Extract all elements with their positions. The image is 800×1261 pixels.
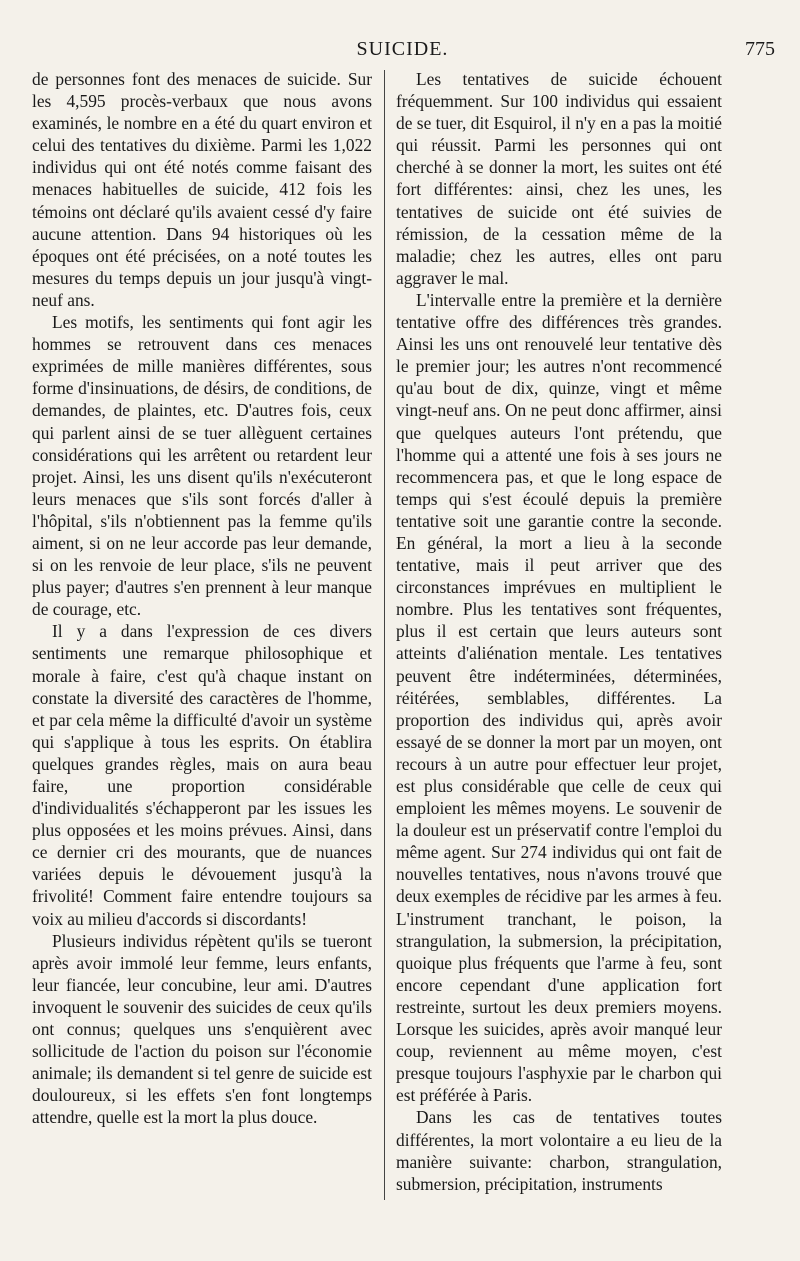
running-title: SUICIDE. xyxy=(356,38,449,60)
left-column xyxy=(32,68,372,1129)
paragraph: L'intervalle entre la première et la dernière tentative offre des différences très grandes. Ainsi les uns ont renouvelé leur tentative dès le premier jour; les autres n'ont recommencé qu'au bout de dix, quinze, vingt et même vingt-neuf ans. On ne peut donc affirmer, ainsi que quelques auteurs l'ont prétendu, que l'homme qui a attenté une fois à ses jours ne recommencera pas, et que le long espace de temps qui s'est écoulé depuis la première tentative soit une garantie contre la seconde. En général, la mort a lieu à la seconde tentative, mais il peut arriver que des circonstances imprévues en multiplient le nombre. Plus les tentatives sont fréquentes, plus il est certain que leurs auteurs sont atteints d'aliénation mentale. Les tentatives peuvent être indéterminées, déterminées, réitérées, semblables, différentes. La proportion des individus qui, après avoir essayé de se donner la mort par un moyen, ont recours à un autre pour effectuer leur projet, est plus considérable que celle de ceux qui emploient les mêmes moyens. Le souvenir de la douleur est un préservatif contre l'emploi du même agent. Sur 274 individus qui ont fait de nouvelles tentatives, nous n'avons trouvé que deux exemples de récidive par les armes à feu. L'instrument tranchant, le poison, la strangulation, la submersion, la précipitation, quoique plus fréquents que l'arme à feu, sont encore cependant d'une application fort restreinte, surtout les deux premiers moyens. Lorsque les suicides, après avoir manqué leur coup, reviennent au même moyen, c'est presque toujours l'asphyxie par le charbon qui est préférée à Paris. xyxy=(396,289,722,1106)
paragraph: de personnes font des menaces de suicide. Sur les 4,595 procès-verbaux que nous avons examinés, le nombre en a été du quart environ et celui des tentatives du dixième. Parmi les 1,022 individus qui ont été notés comme faisant des menaces habituelles de suicide, 412 fois les témoins ont déclaré qu'ils avaient cessé d'y faire aucune attention. Dans 94 historiques où les époques ont été précisées, on a noté toutes les mesures du temps depuis un jour jusqu'à vingt-neuf ans. xyxy=(32,69,372,310)
paragraph: Dans les cas de tentatives toutes différentes, la mort volontaire a eu lieu de la manière suivante: charbon, strangulation, submersion, précipitation, instruments xyxy=(396,1107,722,1194)
page-number: 775 xyxy=(745,38,775,60)
page-header xyxy=(30,36,775,66)
right-column xyxy=(396,68,722,1195)
paragraph: Plusieurs individus répètent qu'ils se tueront après avoir immolé leur femme, leurs enfants, leur fiancée, leur concubine, leur ami. D'autres invoquent le souvenir des suicides de ceux qu'ils ont connus; quelques uns s'enquièrent avec sollicitude de l'action du poison sur l'économie animale; ils demandent si tel genre de suicide est douloureux, si les effets s'en font longtemps attendre, quelle est la mort la plus douce. xyxy=(32,930,372,1128)
paragraph: Les tentatives de suicide échouent fréquemment. Sur 100 individus qui essaient de se tuer, dit Esquirol, il n'y en a pas la moitié qui réussit. Parmi les personnes qui ont cherché à se donner la mort, les suites ont été fort différentes: ainsi, chez les unes, les tentatives de suicide ont été suivies de rémission, de la cessation même de la maladie; chez les autres, elles ont paru aggraver le mal. xyxy=(396,69,722,288)
column-divider xyxy=(384,70,385,1200)
paragraph: Les motifs, les sentiments qui font agir les hommes se retrouvent dans ces menaces exprimées de mille manières différentes, sous forme d'insinuations, de désirs, de conditions, de demandes, de plaintes, etc. D'autres fois, ceux qui parlent ainsi de se tuer allèguent certaines considérations qui les arrêtent ou retardent leur projet. Ainsi, les uns disent qu'ils n'exécuteront leurs menaces que s'ils sont forcés d'aller à l'hôpital, s'ils n'obtiennent pas la femme qu'ils aiment, si on ne leur accorde pas leur demande, si on les renvoie de leur place, s'ils ne peuvent plus payer; d'autres s'en prennent à leur manque de courage, etc. xyxy=(32,312,372,620)
paragraph: Il y a dans l'expression de ces divers sentiments une remarque philosophique et morale à faire, c'est qu'à chaque instant on constate la diversité des caractères de l'homme, et par cela même la difficulté d'avoir un système qui s'applique à tous les esprits. On établira quelques grandes règles, mais on aura beau faire, une proportion considérable d'individualités s'échapperont par les issues les plus opposées et les moins prévues. Ainsi, dans ce dernier cri des mourants, que de nuances variées depuis le dévouement jusqu'à la frivolité! Comment faire entendre toujours sa voix au milieu d'accords si discordants! xyxy=(32,621,372,929)
